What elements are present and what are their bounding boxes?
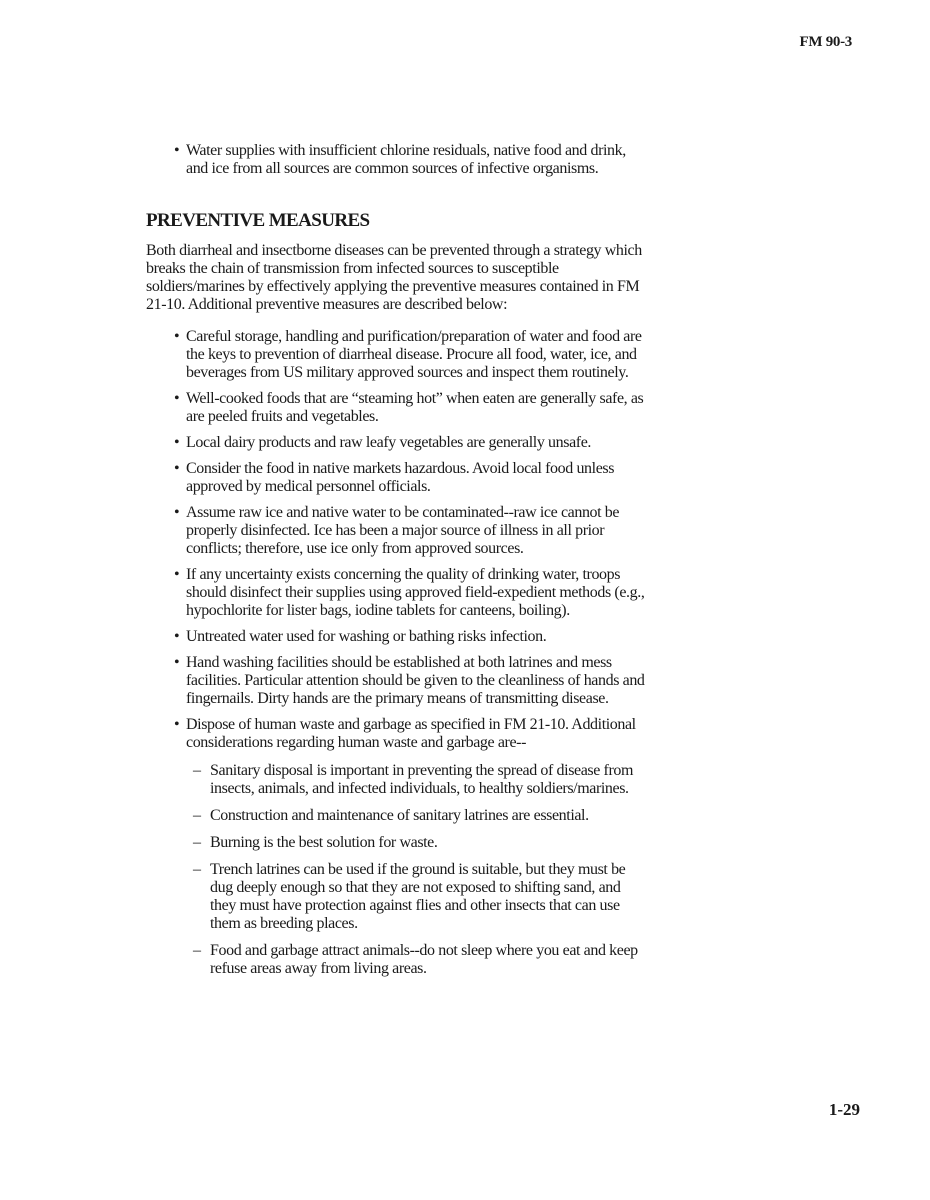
- dash-mark: –: [193, 834, 201, 851]
- bullet-mark: •: [174, 390, 180, 407]
- sub-list-item: [146, 834, 646, 852]
- list-item: [146, 328, 646, 382]
- list-item: [146, 504, 646, 558]
- sub-bullet-text: Trench latrines can be used if the ground is suitable, but they must be dug deeply enough so that they are not exposed to shifting sand, and they must have protection against flies and other insects that can use them as breeding places.: [210, 861, 626, 932]
- bullet-mark: •: [174, 654, 180, 671]
- dash-mark: –: [193, 807, 201, 824]
- document-id: FM 90-3: [799, 34, 852, 50]
- section-heading: PREVENTIVE MEASURES: [146, 210, 370, 231]
- list-item: [146, 434, 646, 452]
- page-number: 1-29: [828, 1100, 860, 1119]
- list-item: [146, 460, 646, 496]
- bullet-mark: •: [174, 434, 180, 451]
- bullet-text: Local dairy products and raw leafy vegetables are generally unsafe.: [186, 434, 591, 451]
- bullet-text: Dispose of human waste and garbage as specified in FM 21-10. Additional considerations regarding human waste and garbage are--: [186, 716, 636, 751]
- sub-list-item: [146, 942, 646, 978]
- list-item: [146, 654, 646, 708]
- intro-paragraph: Both diarrheal and insectborne diseases can be prevented through a strategy which breaks the chain of transmission from infected sources to susceptible soldiers/marines by effectively applying the preventive measures contained in FM 21-10. Additional preventive measures are described below:: [146, 242, 642, 313]
- sub-list-item: [146, 861, 646, 933]
- bullet-text: Careful storage, handling and purification/preparation of water and food are the keys to prevention of diarrheal disease. Procure all food, water, ice, and beverages from US military approved sources and inspect them routinely.: [186, 328, 642, 381]
- bullet-text: Consider the food in native markets hazardous. Avoid local food unless approved by medical personnel officials.: [186, 460, 615, 495]
- bullet-mark: •: [174, 716, 180, 733]
- sub-bullet-text: Sanitary disposal is important in preventing the spread of disease from insects, animals, and infected individuals, to healthy soldiers/marines.: [210, 762, 634, 797]
- bullet-mark: •: [174, 142, 180, 159]
- list-item: [146, 628, 646, 646]
- bullet-text: Assume raw ice and native water to be contaminated--raw ice cannot be properly disinfected. Ice has been a major source of illness in all prior conflicts; therefore, use ice only from approved sources.: [186, 504, 620, 557]
- sub-bullet-text: Food and garbage attract animals--do not sleep where you eat and keep refuse areas away from living areas.: [210, 942, 638, 977]
- bullet-text: Water supplies with insufficient chlorine residuals, native food and drink, and ice from all sources are common sources of infective organisms.: [186, 142, 626, 177]
- sub-list-item: [146, 762, 646, 798]
- bullet-text: If any uncertainty exists concerning the quality of drinking water, troops should disinfect their supplies using approved field-expedient methods (e.g., hypochlorite for lister bags, iodine tablets for canteens, boiling).: [186, 566, 645, 619]
- dash-mark: –: [193, 861, 201, 878]
- list-item: [146, 142, 646, 178]
- sub-list-item: [146, 807, 646, 825]
- list-item: [146, 390, 646, 426]
- sub-list: [146, 762, 646, 978]
- bullet-mark: •: [174, 566, 180, 583]
- bullet-text: Well-cooked foods that are “steaming hot” when eaten are generally safe, as are peeled fruits and vegetables.: [186, 390, 644, 425]
- dash-mark: –: [193, 942, 201, 959]
- list-item: [146, 566, 646, 620]
- bullet-text: Hand washing facilities should be established at both latrines and mess facilities. Particular attention should be given to the cleanliness of hands and fingernails. Dirty hands are the primary means of transmitting disease.: [186, 654, 645, 707]
- page-content: [146, 142, 646, 987]
- bullet-mark: •: [174, 328, 180, 345]
- bullet-mark: •: [174, 628, 180, 645]
- bullet-mark: •: [174, 460, 180, 477]
- bullet-text: Untreated water used for washing or bathing risks infection.: [186, 628, 547, 645]
- bullet-mark: •: [174, 504, 180, 521]
- dash-mark: –: [193, 762, 201, 779]
- sub-bullet-text: Burning is the best solution for waste.: [210, 834, 438, 851]
- list-item: [146, 716, 646, 752]
- sub-bullet-text: Construction and maintenance of sanitary latrines are essential.: [210, 807, 589, 824]
